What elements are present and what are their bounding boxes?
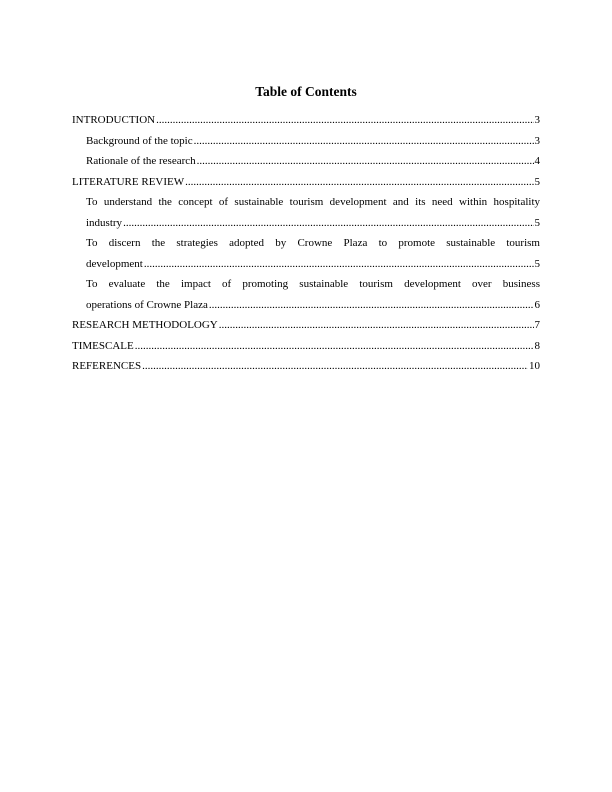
toc-entry-objective-1[interactable]: [72, 192, 540, 233]
toc-entry-title: REFERENCES: [72, 360, 142, 372]
dot-leader: [219, 315, 534, 336]
toc-entry-title: RESEARCH METHODOLOGY: [72, 319, 218, 331]
toc-entry-page: 7: [534, 319, 540, 331]
toc-entry-title-line1: To discern the strategies adopted by Crowne Plaza to promote sustainable tourism: [86, 237, 540, 249]
dot-leader: [194, 131, 534, 152]
toc-entry-title-line2: operations of Crowne Plaza: [86, 298, 208, 311]
toc-entry-title: TIMESCALE: [72, 339, 134, 352]
toc-entry-page: 5: [534, 257, 540, 270]
toc-entry-page: 5: [534, 216, 540, 229]
dot-leader: [197, 151, 534, 172]
toc-entry-objective-2[interactable]: [72, 233, 540, 274]
toc-entry-page: 3: [534, 114, 540, 126]
toc-entry-page: 8: [534, 339, 540, 352]
toc-entry-objective-3[interactable]: [72, 274, 540, 315]
toc-entry-page: 3: [534, 134, 540, 147]
toc-entry-title-line2: industry: [86, 216, 123, 229]
toc-entry-literature-review[interactable]: [72, 172, 540, 193]
dot-leader: [135, 336, 534, 357]
toc-entry-title-line1: To evaluate the impact of promoting sustainable tourism development over business: [86, 278, 540, 290]
toc-entry-page: 6: [534, 298, 540, 311]
dot-leader: [144, 254, 534, 275]
toc-entry-page: 5: [534, 175, 540, 188]
toc-entry-title: INTRODUCTION: [72, 114, 156, 126]
dot-leader: [185, 172, 533, 193]
dot-leader: [156, 110, 533, 131]
toc-entry-references[interactable]: [72, 356, 540, 377]
toc-entry-research-methodology[interactable]: [72, 315, 540, 336]
table-of-contents: [72, 110, 540, 377]
toc-entry-background[interactable]: [72, 131, 540, 152]
toc-title: Table of Contents: [255, 84, 357, 99]
toc-entry-timescale[interactable]: [72, 336, 540, 357]
toc-entry-page: 10: [529, 360, 540, 372]
dot-leader: [142, 356, 528, 377]
dot-leader: [209, 295, 534, 316]
toc-entry-title-line2: development: [86, 257, 143, 270]
toc-entry-rationale[interactable]: [72, 151, 540, 172]
toc-entry-introduction[interactable]: [72, 110, 540, 131]
toc-entry-title-line1: To understand the concept of sustainable tourism development and its need within hospitality: [86, 196, 540, 208]
dot-leader: [123, 213, 533, 234]
toc-entry-title: LITERATURE REVIEW: [72, 175, 185, 188]
toc-entry-title: Rationale of the research: [86, 155, 196, 167]
toc-entry-title: Background of the topic: [86, 134, 193, 147]
toc-entry-page: 4: [534, 155, 540, 167]
